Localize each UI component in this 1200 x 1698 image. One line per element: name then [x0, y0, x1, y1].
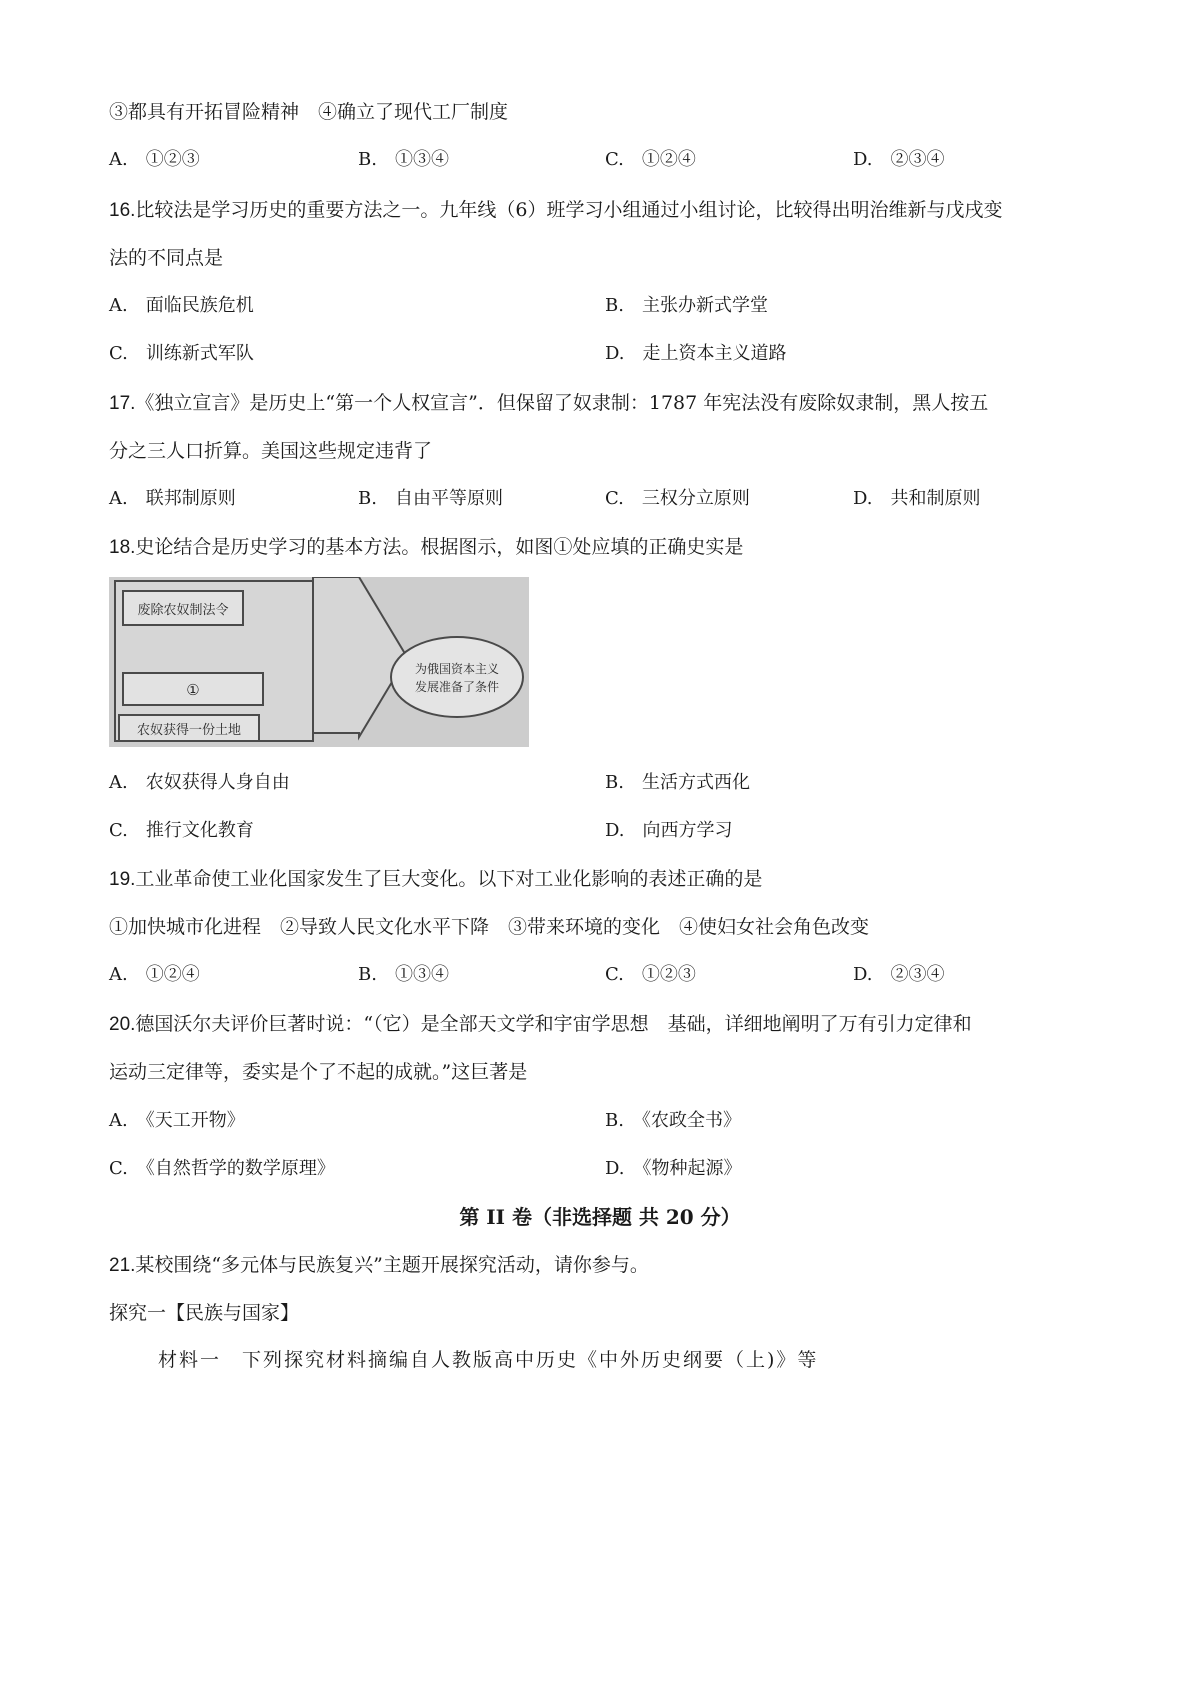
q20-option-c[interactable]: C. 《自然哲学的数学原理》	[109, 1158, 335, 1179]
box-middle-label: ①	[186, 681, 200, 699]
q18-stem-text: 史论结合是历史学习的基本方法。根据图示，如图①处应填的正确史实是	[135, 536, 744, 558]
q21-stem-text: 某校围绕“多元体与民族复兴”主题开展探究活动，请你参与。	[135, 1254, 649, 1276]
q16-stem-text: 比较法是学习历史的重要方法之一。九年线（6）班学习小组通过小组讨论，比较得出明治维新与戊戌变	[135, 199, 1003, 221]
q20-options-row2	[109, 1155, 1109, 1183]
q18-number: 18.	[109, 537, 136, 558]
q15-option-c[interactable]: C. ①②④	[605, 149, 696, 170]
q19-option-d[interactable]: D. ②③④	[853, 964, 945, 985]
q15-option-a[interactable]: A. ①②③	[109, 149, 200, 170]
q16-option-a[interactable]: A. 面临民族危机	[109, 295, 254, 316]
q18-stem	[109, 533, 743, 562]
q18-diagram	[109, 577, 529, 747]
q20-option-a[interactable]: A. 《天工开物》	[109, 1110, 245, 1131]
q21-material1: 材料一 下列探究材料摘编自人教版高中历史《中外历史纲要（上)》等	[158, 1349, 819, 1371]
q18-diagram-svg	[109, 577, 529, 747]
q20-option-b[interactable]: B. 《农政全书》	[605, 1110, 741, 1131]
box-top-label: 废除农奴制法令	[137, 603, 229, 618]
q20-stem-line2: 运动三定律等，委实是个了不起的成就。”这巨著是	[109, 1061, 528, 1083]
q19-option-c[interactable]: C. ①②③	[605, 964, 696, 985]
q15-option-b[interactable]: B. ①③④	[358, 149, 449, 170]
q17-options	[109, 485, 1109, 513]
ellipse-line1: 为俄国资本主义	[414, 662, 500, 676]
q16-stem-line1	[109, 196, 1003, 225]
q17-option-b[interactable]: B. 自由平等原则	[358, 488, 503, 509]
q18-options-row1	[109, 769, 1109, 797]
q19-number: 19.	[109, 869, 136, 890]
q16-option-c[interactable]: C. 训练新式军队	[109, 343, 254, 364]
q20-option-d[interactable]: D. 《物种起源》	[605, 1158, 742, 1179]
q16-stem-line2: 法的不同点是	[109, 247, 224, 269]
q21-stem	[109, 1251, 649, 1280]
q18-option-b[interactable]: B. 生活方式西化	[605, 772, 750, 793]
result-ellipse	[391, 637, 523, 717]
q18-options-row2	[109, 817, 1109, 845]
q18-option-d[interactable]: D. 向西方学习	[605, 820, 733, 841]
q19-stem-text: 工业革命使工业化国家发生了巨大变化。以下对工业化影响的表述正确的是	[135, 868, 763, 890]
q17-stem-line1	[109, 389, 988, 418]
q16-option-d[interactable]: D. 走上资本主义道路	[605, 343, 787, 364]
q16-options-row1	[109, 292, 1109, 320]
q18-option-c[interactable]: C. 推行文化教育	[109, 820, 254, 841]
box-bottom-label: 农奴获得一份土地	[136, 723, 242, 738]
q17-stem-text: 《独立宣言》是历史上“第一个人权宣言”．但保留了奴隶制：1787 年宪法没有废除奴隶制，黑人按五	[135, 392, 989, 414]
q15-option-d[interactable]: D. ②③④	[853, 149, 945, 170]
q17-stem-line2: 分之三人口折算。美国这些规定违背了	[109, 440, 433, 462]
q17-number: 17.	[109, 393, 136, 414]
q21-number: 21.	[109, 1255, 136, 1276]
q19-option-b[interactable]: B. ①③④	[358, 964, 449, 985]
q17-option-a[interactable]: A. 联邦制原则	[109, 488, 236, 509]
q20-number: 20.	[109, 1014, 136, 1035]
q19-option-a[interactable]: A. ①②④	[109, 964, 200, 985]
q19-stem	[109, 865, 762, 894]
q17-option-c[interactable]: C. 三权分立原则	[605, 488, 750, 509]
q16-option-b[interactable]: B. 主张办新式学堂	[605, 295, 768, 316]
q17-option-d[interactable]: D. 共和制原则	[853, 488, 981, 509]
q20-stem-line1	[109, 1010, 972, 1039]
q16-number: 16.	[109, 200, 136, 221]
q16-options-row2	[109, 340, 1109, 368]
q20-stem-text: 德国沃尔夫评价巨著时说：“（它）是全部天文学和宇宙学思想 基础，详细地阐明了万有引力定律和	[135, 1013, 972, 1035]
q15-options	[109, 146, 1109, 174]
q19-options	[109, 961, 1109, 989]
q21-part1-heading: 探究一【民族与国家】	[109, 1302, 300, 1324]
q18-option-a[interactable]: A. 农奴获得人身自由	[109, 772, 290, 793]
q19-statements: ①加快城市化进程 ②导致人民文化水平下降 ③带来环境的变化 ④使妇女社会角色改变	[109, 916, 870, 938]
ellipse-line2: 发展准备了条件	[414, 680, 500, 694]
q20-options-row1	[109, 1107, 1109, 1135]
q15-statements: ③都具有开拓冒险精神 ④确立了现代工厂制度	[109, 101, 509, 123]
section-2-title: 第 II 卷（非选择题 共 20 分）	[459, 1205, 741, 1229]
